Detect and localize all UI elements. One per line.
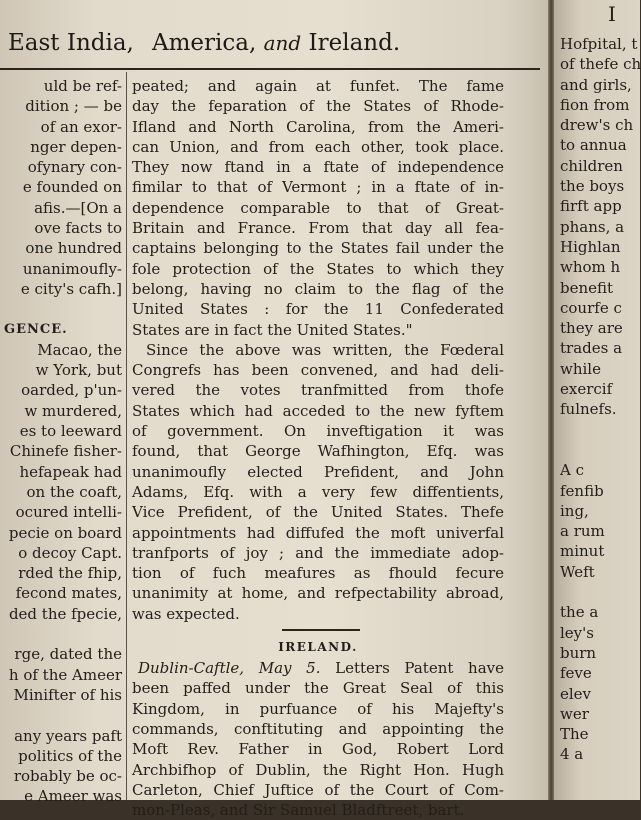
text-line: captains belonging to the States fail under the [132,239,504,258]
text-line: can Union, and from each other, took place. [132,137,504,156]
text-line: Kingdom, in purfuance of his Majefty's [132,699,504,718]
facing-page-column [560,34,640,765]
left-column-line: Minifter of his [13,685,122,704]
column-divider [126,72,127,800]
header-ireland: Ireland. [308,30,401,56]
facing-page-line: Weft [560,562,595,581]
left-column-line: e Ameer was [24,787,122,806]
facing-page-line: trades a [560,339,623,358]
left-column-line: o decoy Capt. [18,543,122,562]
facing-page-line: while [560,359,601,378]
text-line: peated; and again at funfet. The fame [132,77,504,95]
text-line: States are in fact the United States." [132,320,413,339]
facing-page-line: they are [560,319,623,338]
left-column-line: afis.—[On a [34,198,122,217]
facing-page-line: burn [560,643,597,662]
left-column-line [0,705,124,725]
left-column-line: rded the fhip, [18,564,122,583]
text-line: found, that George Wafhington, Efq. was [132,442,504,461]
left-column-line: w murdered, [24,401,122,420]
facing-page-line: fenfib [560,481,604,500]
facing-page-line: benefit [560,278,614,297]
ireland-paragraph [132,678,504,820]
header-america-ireland [152,30,400,56]
text-line: dependence comparable to that of Great- [132,198,504,217]
left-column-line: rge, dated the [14,645,122,664]
page-header [0,30,548,66]
left-column-line: ove facts to [34,219,122,238]
left-column-line: on the coaft, [26,482,122,501]
facing-page-line: ley's [560,623,594,642]
left-column-line: e city's cafh.] [20,279,122,298]
text-line: States which had acceded to the new fyftem [132,401,504,420]
text-line: day the feparation of the States of Rhode- [132,97,504,116]
text-line: Adams, Efq. with a very few diffentients, [132,482,504,501]
text-line: of government. On inveftigation it was [132,422,504,441]
left-column-line: pecie on board [8,523,122,542]
header-rule [0,68,540,70]
facing-page-line: of thefe ch [560,55,641,74]
facing-page-line: a rum [560,522,605,541]
facing-page-line: the a [560,603,599,622]
left-column-line: h of the Ameer [8,665,122,684]
left-column-line: e founded on [22,178,122,197]
facing-page-line: Highlan [560,237,621,256]
left-column-line: robably be oc- [13,767,122,786]
facing-page-line [560,582,640,602]
text-line: unanimity at home, and refpectability abroad, [132,584,504,603]
text-line: Carleton, Chief Juftice of the Court of Com- [132,780,504,799]
text-line: mon-Pleas, and Sir Samuel Bladftreet, bart. [132,801,465,820]
text-line: Vice Prefident, of the United States. Thefe [132,503,504,522]
text-line: was expected. [132,604,240,623]
left-column-line: ocured intelli- [15,503,122,522]
facing-page-line: feve [560,664,592,683]
facing-page-line: A c [560,461,585,480]
left-column-line [0,299,124,319]
text-line: Archbifhop of Dublin, the Right Hon. Hugh [132,760,504,779]
facing-page-line: wer [560,704,589,723]
facing-page-line: 4 a [560,745,584,764]
text-line: vered the votes tranfmitted from thofe [132,381,504,400]
left-column-line: GENCE. [4,321,68,337]
text-line: Since the above was written, the Fœderal [146,340,504,359]
left-column-line: of an exor- [40,117,122,136]
header-east-india: East India, [8,30,134,56]
left-column-line: nger depen- [30,137,122,156]
facing-page-line: drew's ch [560,116,634,135]
section-separator [132,624,504,636]
text-line: unanimoufly elected Prefident, and John [132,462,504,481]
facing-page-line: firft app [560,197,622,216]
text-line: Ifland and North Carolina, from the Ameri- [132,117,504,136]
section-title-ireland: IRELAND. [278,640,358,655]
facing-page-line: courfe c [560,298,622,317]
text-line: fole protection of the States to which they [132,259,504,278]
facing-page-line: phans, a [560,217,625,236]
left-column-line: ded the fpecie, [8,604,122,623]
text-line: appointments had diffufed the moft univerfal [132,523,504,542]
header-and: and [263,31,302,55]
facing-page-line: to annua [560,136,627,155]
dateline: Dublin-Caftle, May 5. [138,659,321,678]
america-paragraph [132,76,504,340]
dateline-rest: Letters Patent have [320,659,504,678]
text-line: Moft Rev. Father in God, Robert Lord [132,740,504,759]
dateline-line [132,658,504,678]
text-line: Congrefs has been convened, and had deli- [132,361,504,380]
text-line: tranfports of joy ; and the immediate adop- [132,543,504,562]
left-column-line: politics of the [18,746,122,765]
text-line: They now ftand in a ftate of independence [132,158,504,177]
left-column-line: ofynary con- [27,158,122,177]
facing-page-line: elev [560,684,592,703]
facing-page-line: fion from [560,95,630,114]
facing-page-line: ing, [560,501,589,520]
facing-page-line: exercif [560,380,613,399]
left-column-line: es to leeward [19,422,122,441]
left-column-line: w York, but [35,361,122,380]
left-column-line: fecond mates, [15,584,122,603]
left-column-line: oarded, p'un- [21,381,122,400]
text-line: Britain and France. From that day all fea- [132,219,504,238]
header-america: America, [152,30,257,56]
text-line: United States : for the 11 Confederated [132,300,504,319]
text-line: belong, having no claim to the flag of the [132,279,504,298]
left-column-line: one hundred [25,239,122,258]
facing-page-line: minut [560,542,605,561]
left-column-line: Chinefe fisher- [9,442,122,461]
facing-page-line [560,440,640,460]
facing-page-line: fulnefs. [560,400,617,419]
facing-page-line: children [560,156,623,175]
left-column-line: any years paft [14,726,122,745]
federal-congress-paragraph [132,340,504,624]
facing-page-line: The [560,725,589,744]
left-column [0,76,124,806]
left-column-line: hefapeak had [19,462,122,481]
left-column-line [0,624,124,644]
left-column-line: Macao, the [37,340,122,359]
main-column [132,76,504,820]
facing-page-title: I [608,2,616,26]
facing-page-line: the boys [560,177,625,196]
facing-page-line [560,420,640,440]
facing-page-line: Hofpital, t [560,35,638,53]
text-line: fimilar to that of Vermont ; in a ftate of in- [132,178,504,197]
facing-page [554,0,640,800]
facing-page-line: whom h [560,258,621,277]
text-line: commands, conftituting and appointing the [132,719,504,738]
left-column-line: unanimoufly- [22,259,122,278]
text-line: tion of fuch meafures as fhould fecure [132,564,504,583]
left-column-line: uld be ref- [43,77,122,95]
left-column-line: dition ; — be [25,97,122,116]
facing-page-line: and girls, [560,75,632,94]
text-line: been paffed under the Great Seal of this [132,679,504,698]
